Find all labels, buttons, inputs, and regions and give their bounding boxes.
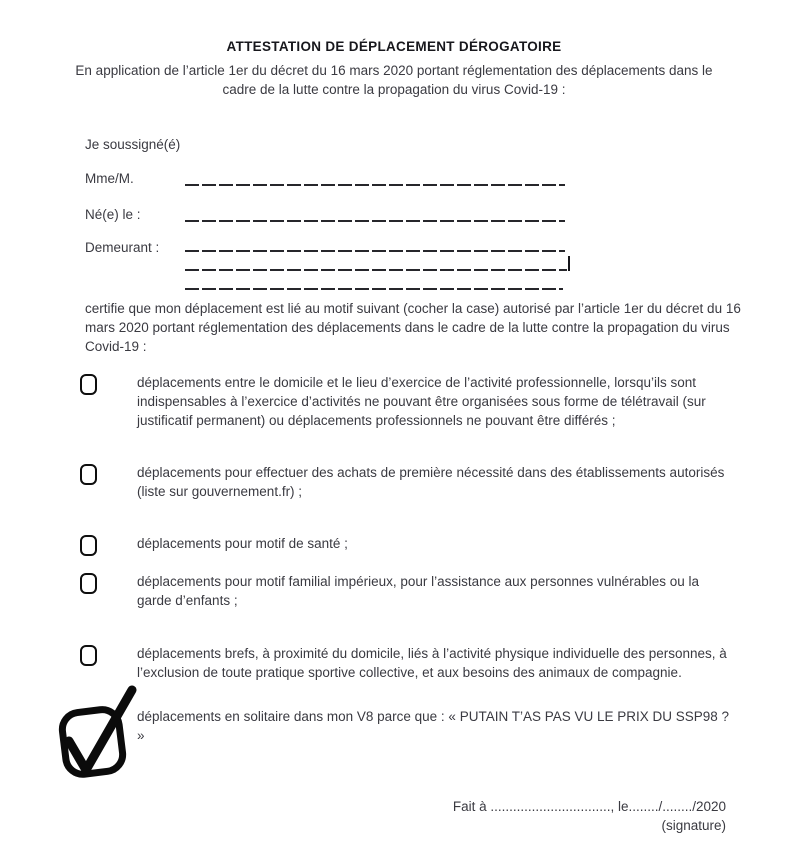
signature-block [453,797,726,835]
name-field-blank-line[interactable] [185,184,565,186]
checked-checkbox-icon[interactable] [50,680,142,780]
reason-row-work [80,373,760,430]
reason-label: déplacements pour effectuer des achats de première nécessité dans des établissements autorisés (liste sur gouvernement.fr) ; [137,465,725,499]
reason-label: déplacements pour motif familial impérieux, pour l’assistance aux personnes vulnérables ou la garde d’enfants ; [137,574,700,608]
reason-label: déplacements pour motif de santé ; [137,536,348,551]
reason-label: déplacements entre le domicile et le lieu d’exercice de l’activité professionnelle, lorsqu’ils sont indispensables à l’exercice d’activités ne pouvant être organisées sous forme de télétravail (sur justificatif permanent) ou déplacements professionnels ne pouvant être différés ; [137,375,706,428]
intro-text: Je soussigné(é) [85,137,181,152]
checkbox-work[interactable] [80,374,97,395]
reason-row-family [80,572,760,610]
reason-label: déplacements brefs, à proximité du domicile, liés à l’activité physique individuelle des personnes, à l’exclusion de toute pratique sportive collective, et aux besoins des animaux de compagnie. [137,646,727,680]
form-title: ATTESTATION DE DÉPLACEMENT DÉROGATOIRE [226,39,562,54]
certify-paragraph: certifie que mon déplacement est lié au motif suivant (cocher la case) autorisé par l’article 1er du décret du 16 mars 2020 portant réglementation des déplacements dans le cadre de la lutte contre la propagation du virus Covid-19 : [85,301,741,354]
reason-row-shopping [80,463,760,501]
checkbox-health[interactable] [80,535,97,556]
checkbox-exercise[interactable] [80,645,97,666]
birthdate-field-label: Né(e) le : [85,207,141,222]
address-field-blank-line-3[interactable] [185,288,563,290]
reason-row-exercise [80,644,760,682]
address-field-blank-line-2[interactable] [185,269,567,271]
name-field-label: Mme/M. [85,171,134,186]
checkbox-shopping[interactable] [80,464,97,485]
address-field-label: Demeurant : [85,240,160,255]
signature-label: (signature) [661,818,726,833]
checkbox-family[interactable] [80,573,97,594]
form-subtitle: En application de l’article 1er du décret du 16 mars 2020 portant réglementation des déplacements dans le cadre de la lutte contre la propagation du virus Covid-19 : [75,63,713,97]
date-place-line[interactable]: Fait à ................................, le......../......../2020 [452,799,726,814]
reason-label-v8-joke: déplacements en solitaire dans mon V8 parce que : « PUTAIN T’AS PAS VU LE PRIX DU SSP98 ? » [137,709,730,743]
birthdate-field-blank-line[interactable] [185,220,565,222]
address-field-blank-line-1[interactable] [185,250,565,252]
reason-row-health [80,534,760,556]
text-cursor [568,256,570,271]
